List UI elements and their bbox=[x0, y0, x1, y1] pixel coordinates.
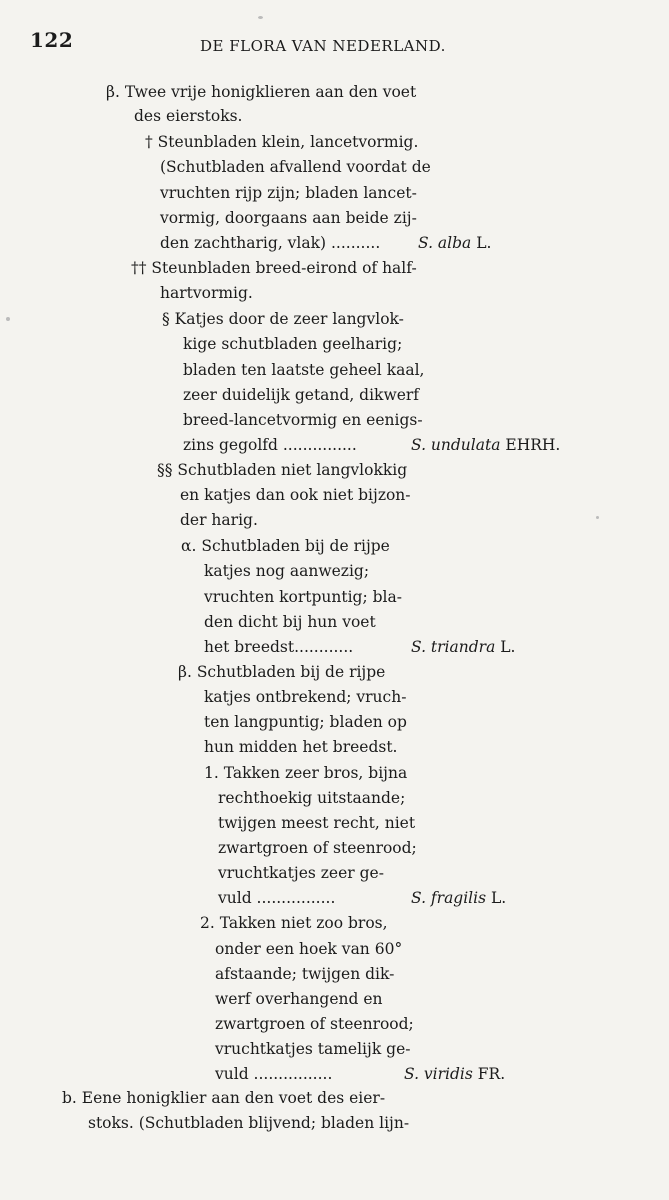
text-line: des eierstoks. bbox=[134, 107, 243, 125]
text-line: vuld ................ bbox=[218, 889, 336, 907]
species-name: S. viridis bbox=[404, 1065, 473, 1083]
text-line: β. Schutbladen bij de rijpe bbox=[178, 663, 386, 681]
text-line: den dicht bij hun voet bbox=[204, 613, 376, 631]
text-line: § Katjes door de zeer langvlok- bbox=[162, 310, 404, 328]
text-line: der harig. bbox=[180, 511, 258, 529]
text-line: vruchtkatjes zeer ge- bbox=[218, 864, 384, 882]
text-line: rechthoekig uitstaande; bbox=[218, 789, 406, 807]
species-author: L. bbox=[476, 234, 492, 252]
paper-speck bbox=[6, 317, 10, 321]
text-line: bladen ten laatste geheel kaal, bbox=[183, 361, 425, 379]
text-line: vruchten kortpuntig; bla- bbox=[204, 588, 402, 606]
species-entry bbox=[404, 1064, 505, 1084]
text-line: vruchtkatjes tamelijk ge- bbox=[215, 1040, 411, 1058]
text-line: vruchten rijp zijn; bladen lancet- bbox=[160, 184, 417, 202]
text-line: den zachtharig, vlak) .......... bbox=[160, 234, 381, 252]
text-line: werf overhangend en bbox=[215, 990, 383, 1008]
text-line: twijgen meest recht, niet bbox=[218, 814, 416, 832]
species-entry bbox=[411, 435, 560, 455]
text-line: 1. Takken zeer bros, bijna bbox=[204, 764, 408, 782]
text-line: stoks. (Schutbladen blijvend; bladen lijn- bbox=[88, 1114, 410, 1132]
text-line: hartvormig. bbox=[160, 284, 253, 302]
paper-speck bbox=[596, 516, 599, 519]
running-title: DE FLORA VAN NEDERLAND. bbox=[200, 37, 446, 55]
text-line: 2. Takken niet zoo bros, bbox=[200, 914, 388, 932]
page-number: 122 bbox=[30, 28, 74, 52]
species-author: L. bbox=[500, 638, 516, 656]
text-line: † Steunbladen klein, lancetvormig. bbox=[145, 133, 419, 151]
species-entry bbox=[411, 637, 515, 657]
text-line: het breedst............ bbox=[204, 638, 354, 656]
text-line: katjes ontbrekend; vruch- bbox=[204, 688, 407, 706]
species-author: L. bbox=[491, 889, 507, 907]
text-line: (Schutbladen afvallend voordat de bbox=[160, 158, 431, 176]
species-name: S. fragilis bbox=[411, 889, 487, 907]
text-line: breed-lancetvormig en eenigs- bbox=[183, 411, 423, 429]
text-line: α. Schutbladen bij de rijpe bbox=[181, 537, 390, 555]
text-line: zins gegolfd ............... bbox=[183, 436, 357, 454]
species-author: FR. bbox=[477, 1065, 506, 1083]
text-line: kige schutbladen geelharig; bbox=[183, 335, 403, 353]
text-line: en katjes dan ook niet bijzon- bbox=[180, 486, 411, 504]
species-entry bbox=[418, 233, 491, 253]
text-line: zeer duidelijk getand, dikwerf bbox=[183, 386, 420, 404]
text-line: zwartgroen of steenrood; bbox=[218, 839, 417, 857]
text-line: b. Eene honigklier aan den voet des eier- bbox=[62, 1089, 386, 1107]
species-name: S. undulata bbox=[411, 436, 501, 454]
text-line: katjes nog aanwezig; bbox=[204, 562, 370, 580]
paper-speck bbox=[258, 16, 263, 19]
text-line: β. Twee vrije honigklieren aan den voet bbox=[106, 83, 417, 101]
text-line: ten langpuntig; bladen op bbox=[204, 713, 407, 731]
text-line: onder een hoek van 60° bbox=[215, 940, 403, 958]
species-author: EHRH. bbox=[505, 436, 561, 454]
text-line: vuld ................ bbox=[215, 1065, 333, 1083]
text-line: hun midden het breedst. bbox=[204, 738, 398, 756]
species-name: S. alba bbox=[418, 234, 472, 252]
species-name: S. triandra bbox=[411, 638, 496, 656]
text-line: vormig, doorgaans aan beide zij- bbox=[160, 209, 417, 227]
text-line: afstaande; twijgen dik- bbox=[215, 965, 395, 983]
text-line: §§ Schutbladen niet langvlokkig bbox=[157, 461, 408, 479]
text-line: †† Steunbladen breed-eirond of half- bbox=[131, 259, 417, 277]
text-line: zwartgroen of steenrood; bbox=[215, 1015, 414, 1033]
species-entry bbox=[411, 888, 506, 908]
